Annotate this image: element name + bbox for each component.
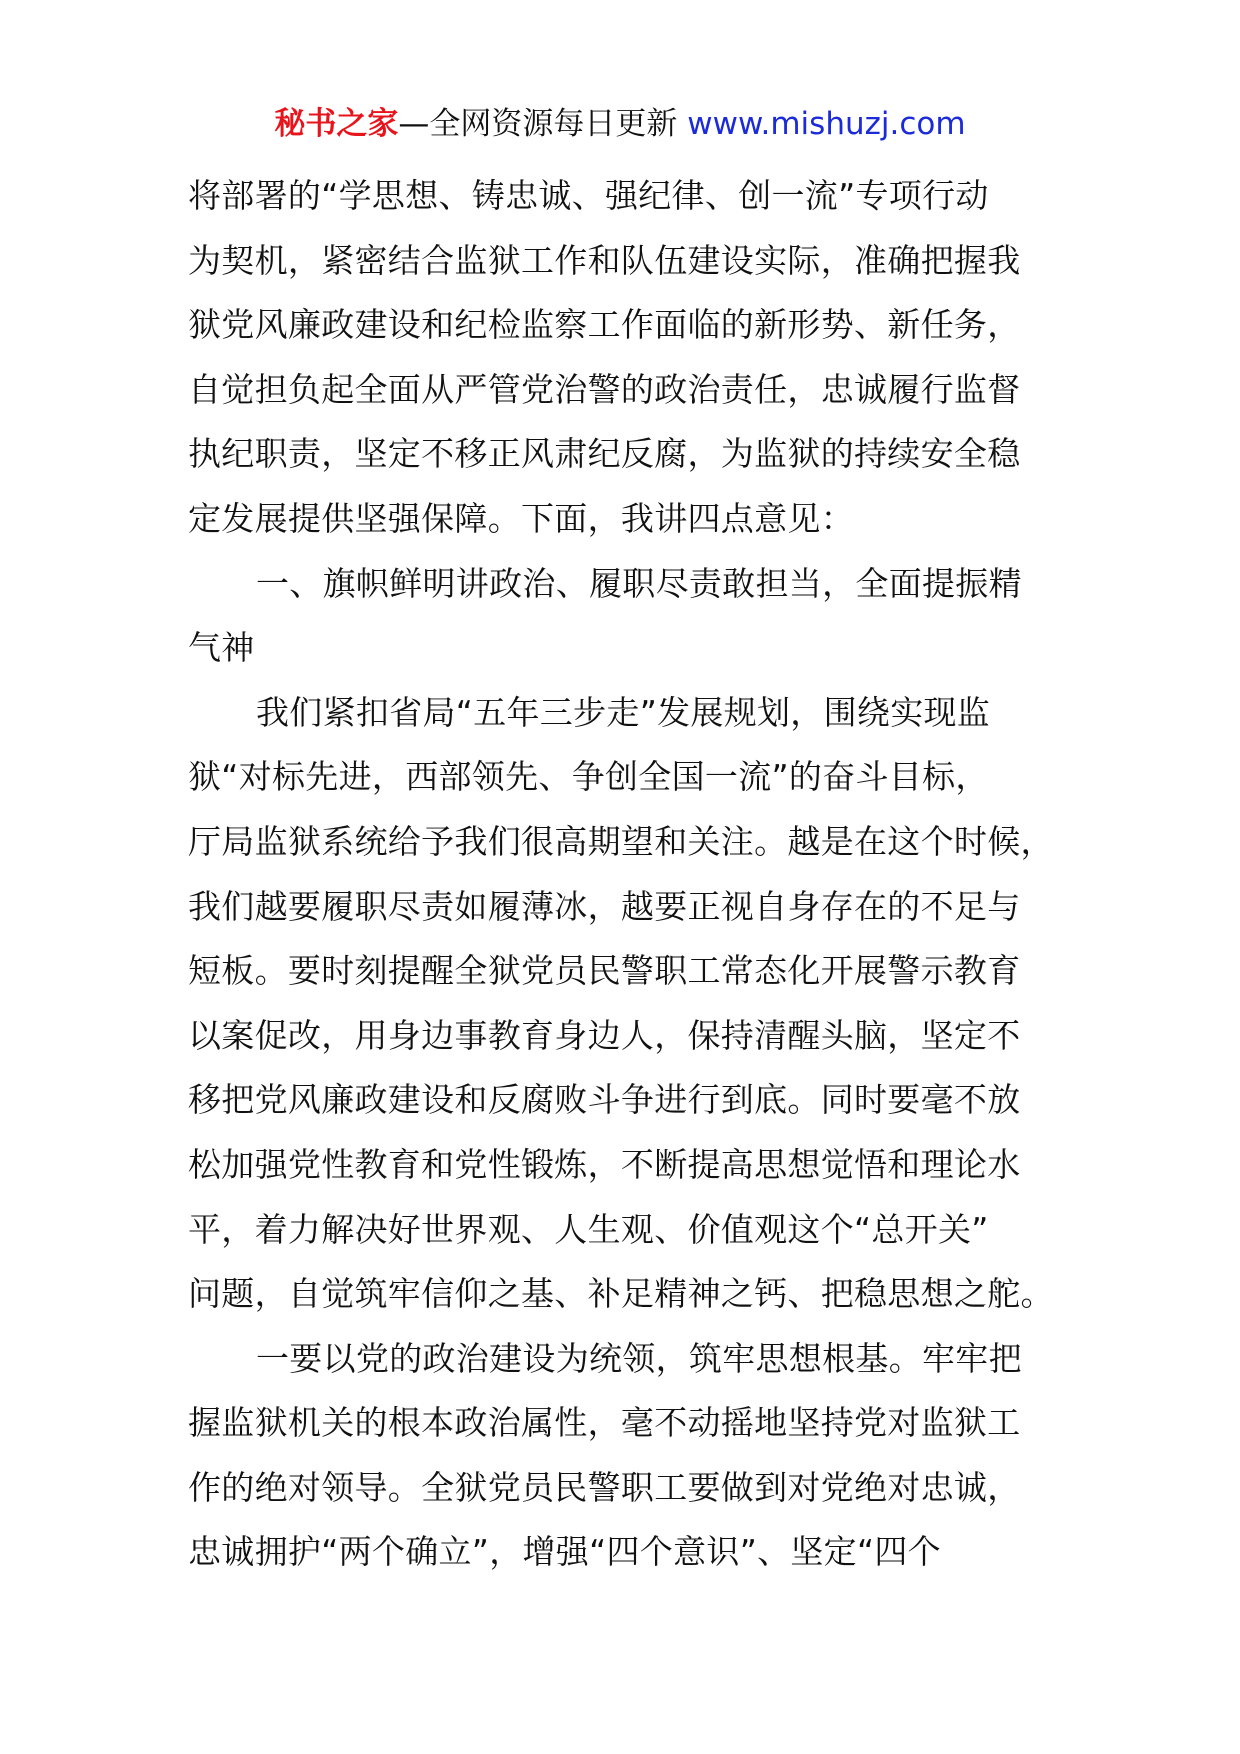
text-line: 我们紧扣省局“五年三步走”发展规划，围绕实现监 [256,692,991,732]
site-header [0,104,1240,144]
section-heading-continued: 气神 [188,628,255,668]
text-line: 一要以党的政治建设为统领，筑牢思想根基。牢牢把 [256,1338,1022,1378]
text-line: 自觉担负起全面从严管党治警的政治责任，忠诚履行监督 [188,369,1021,409]
section-heading: 一、旗帜鲜明讲政治、履职尽责敢担当，全面提振精 [256,563,1022,603]
text-line: 我们越要履职尽责如履薄冰，越要正视自身存在的不足与 [188,886,1021,926]
document-body [188,164,1088,1585]
text-line: 短板。要时刻提醒全狱党员民警职工常态化开展警示教育 [188,951,1021,991]
site-brand: 秘书之家 [274,106,399,142]
site-slogan: —全网资源每日更新 [398,106,678,142]
text-line: 问题，自觉筑牢信仰之基、补足精神之钙、把稳思想之舵。 [188,1274,1054,1314]
text-line: 定发展提供坚强保障。下面，我讲四点意见： [188,498,854,538]
text-line: 为契机，紧密结合监狱工作和队伍建设实际，准确把握我 [188,240,1021,280]
text-line: 握监狱机关的根本政治属性，毫不动摇地坚持党对监狱工 [188,1403,1021,1443]
text-line: 松加强党性教育和党性锻炼，不断提高思想觉悟和理论水 [188,1144,1021,1184]
text-line: 执纪职责，坚定不移正风肃纪反腐，为监狱的持续安全稳 [188,434,1021,474]
text-line: 移把党风廉政建设和反腐败斗争进行到底。同时要毫不放 [188,1080,1021,1120]
text-line: 厅局监狱系统给予我们很高期望和关注。越是在这个时候， [188,821,1054,861]
text-line: 将部署的“学思想、铸忠诚、强纪律、创一流”专项行动 [188,176,989,215]
text-line: 忠诚拥护“两个确立”，增强“四个意识”、坚定“四个 [188,1532,941,1572]
text-line: 以案促改，用身边事教育身边人，保持清醒头脑，坚定不 [188,1015,1021,1055]
site-url[interactable]: www.mishuzj.com [687,106,966,142]
text-line: 狱“对标先进，西部领先、争创全国一流”的奋斗目标， [188,757,989,797]
text-line: 平，着力解决好世界观、人生观、价值观这个“总开关” [188,1209,989,1249]
text-line: 狱党风廉政建设和纪检监察工作面临的新形势、新任务， [188,305,1021,345]
text-line: 作的绝对领导。全狱党员民警职工要做到对党绝对忠诚， [188,1467,1021,1507]
